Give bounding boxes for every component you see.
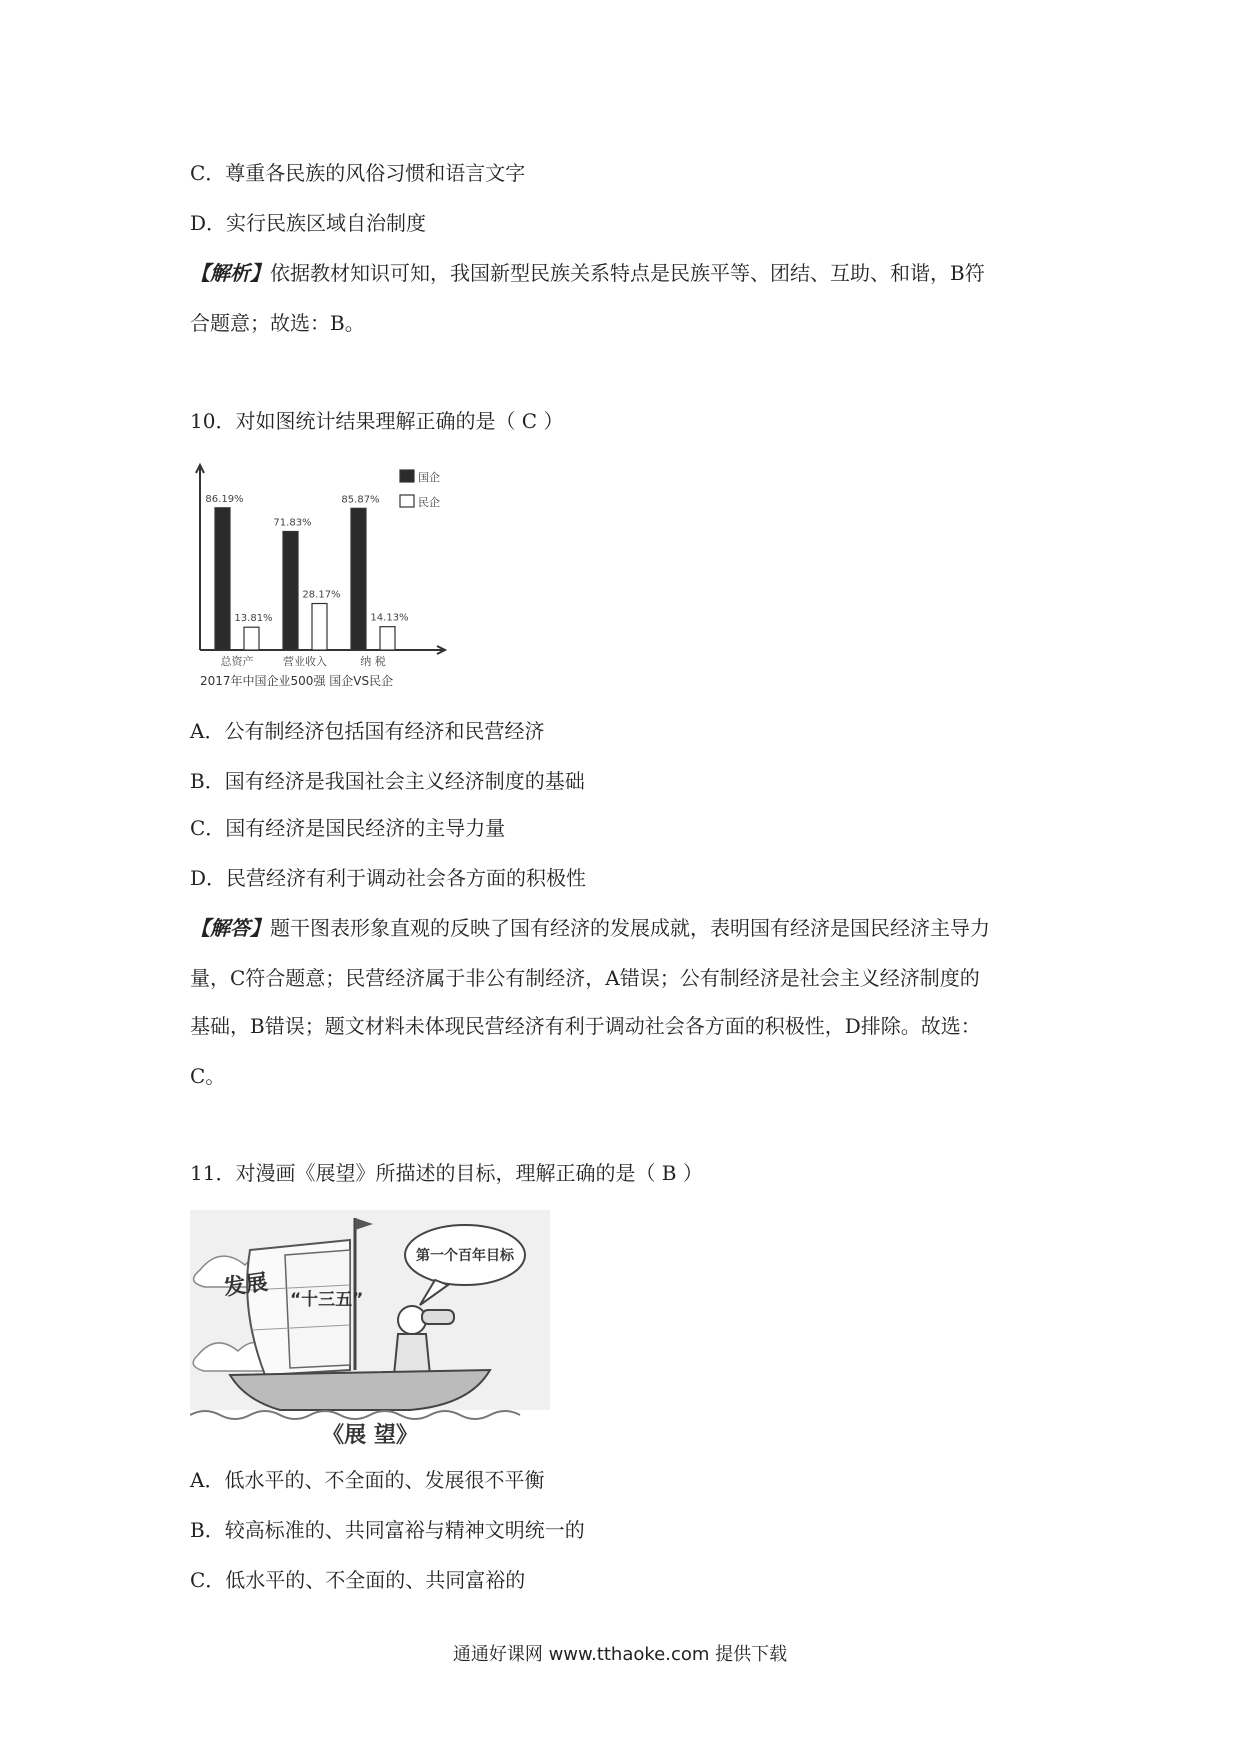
bar-private [380,627,395,650]
bar-value-label: 13.81% [234,613,273,625]
waves [190,1411,520,1419]
q10-question: 10．对如图统计结果理解正确的是（ C ） [190,409,564,433]
q10-option-b: B．国有经济是我国社会主义经济制度的基础 [190,769,585,793]
q10-option-d: D．民营经济有利于调动社会各方面的积极性 [190,866,587,890]
q9-option-d: D．实行民族区域自治制度 [190,211,427,235]
q10-answer-line-2: 量，C符合题意；民营经济属于非公有制经济，A错误；公有制经济是社会主义经济制度的 [190,966,980,990]
q10-answer-line-4: C。 [190,1064,226,1088]
bar-value-label: 28.17% [302,589,341,601]
bar-private [244,627,259,650]
bar-private [312,604,327,650]
bar-chart [190,455,480,695]
q10-answer-line-1 [190,915,990,941]
cartoon-illustration [190,1210,550,1450]
q11-option-a: A．低水平的、不全面的、发展很不平衡 [190,1468,545,1492]
binoculars-icon [422,1310,454,1324]
q10-answer-text: 题干图表形象直观的反映了国有经济的发展成就，表明国有经济是国民经济主导力 [270,916,990,940]
x-tick-label: 总资产 [220,655,254,668]
sail-label-center: “十三五” [290,1290,364,1310]
analysis-tag: 【解析】 [190,261,270,285]
legend-label: 国企 [418,471,440,484]
legend-label: 民企 [418,496,440,509]
bar-value-label: 14.13% [370,612,409,624]
bar-state [215,508,230,650]
q11-option-c: C．低水平的、不全面的、共同富裕的 [190,1568,526,1592]
q10-option-c: C．国有经济是国民经济的主导力量 [190,816,506,840]
q9-analysis-line-2: 合题意；故选：B。 [190,311,365,335]
x-tick-label: 营业收入 [283,655,327,668]
bar-value-label: 85.87% [341,494,380,506]
page-footer: 通通好课网 www.tthaoke.com 提供下载 [452,1644,788,1665]
q9-analysis-line-1 [190,260,985,286]
bar-chart-figure [190,455,480,699]
q10-answer-line-3: 基础，B错误；题文材料未体现民营经济有利于调动社会各方面的积极性，D排除。故选： [190,1014,981,1038]
legend-swatch [400,470,414,482]
chart-title: 2017年中国企业500强 国企VS民企 [200,674,394,688]
cartoon-figure [190,1210,550,1454]
q9-option-c: C．尊重各民族的风俗习惯和语言文字 [190,161,526,185]
cartoon-caption: 《展 望》 [322,1423,418,1448]
bubble-text: 第一个百年目标 [416,1248,514,1264]
q11-question: 11．对漫画《展望》所描述的目标，理解正确的是（ B ） [190,1161,703,1185]
bar-value-label: 71.83% [273,517,312,529]
sail-label-left: 发展 [222,1270,270,1301]
legend-swatch [400,495,414,507]
x-tick-label: 纳 税 [360,655,386,668]
bar-state [283,531,298,650]
bar-value-label: 86.19% [205,493,244,505]
person-body [394,1334,430,1375]
bar-state [351,508,366,650]
answer-tag: 【解答】 [190,916,270,940]
q11-option-b: B．较高标准的、共同富裕与精神文明统一的 [190,1518,585,1542]
q9-analysis-text: 依据教材知识可知，我国新型民族关系特点是民族平等、团结、互助、和谐，B符 [270,261,985,285]
q10-option-a: A．公有制经济包括国有经济和民营经济 [190,719,545,743]
